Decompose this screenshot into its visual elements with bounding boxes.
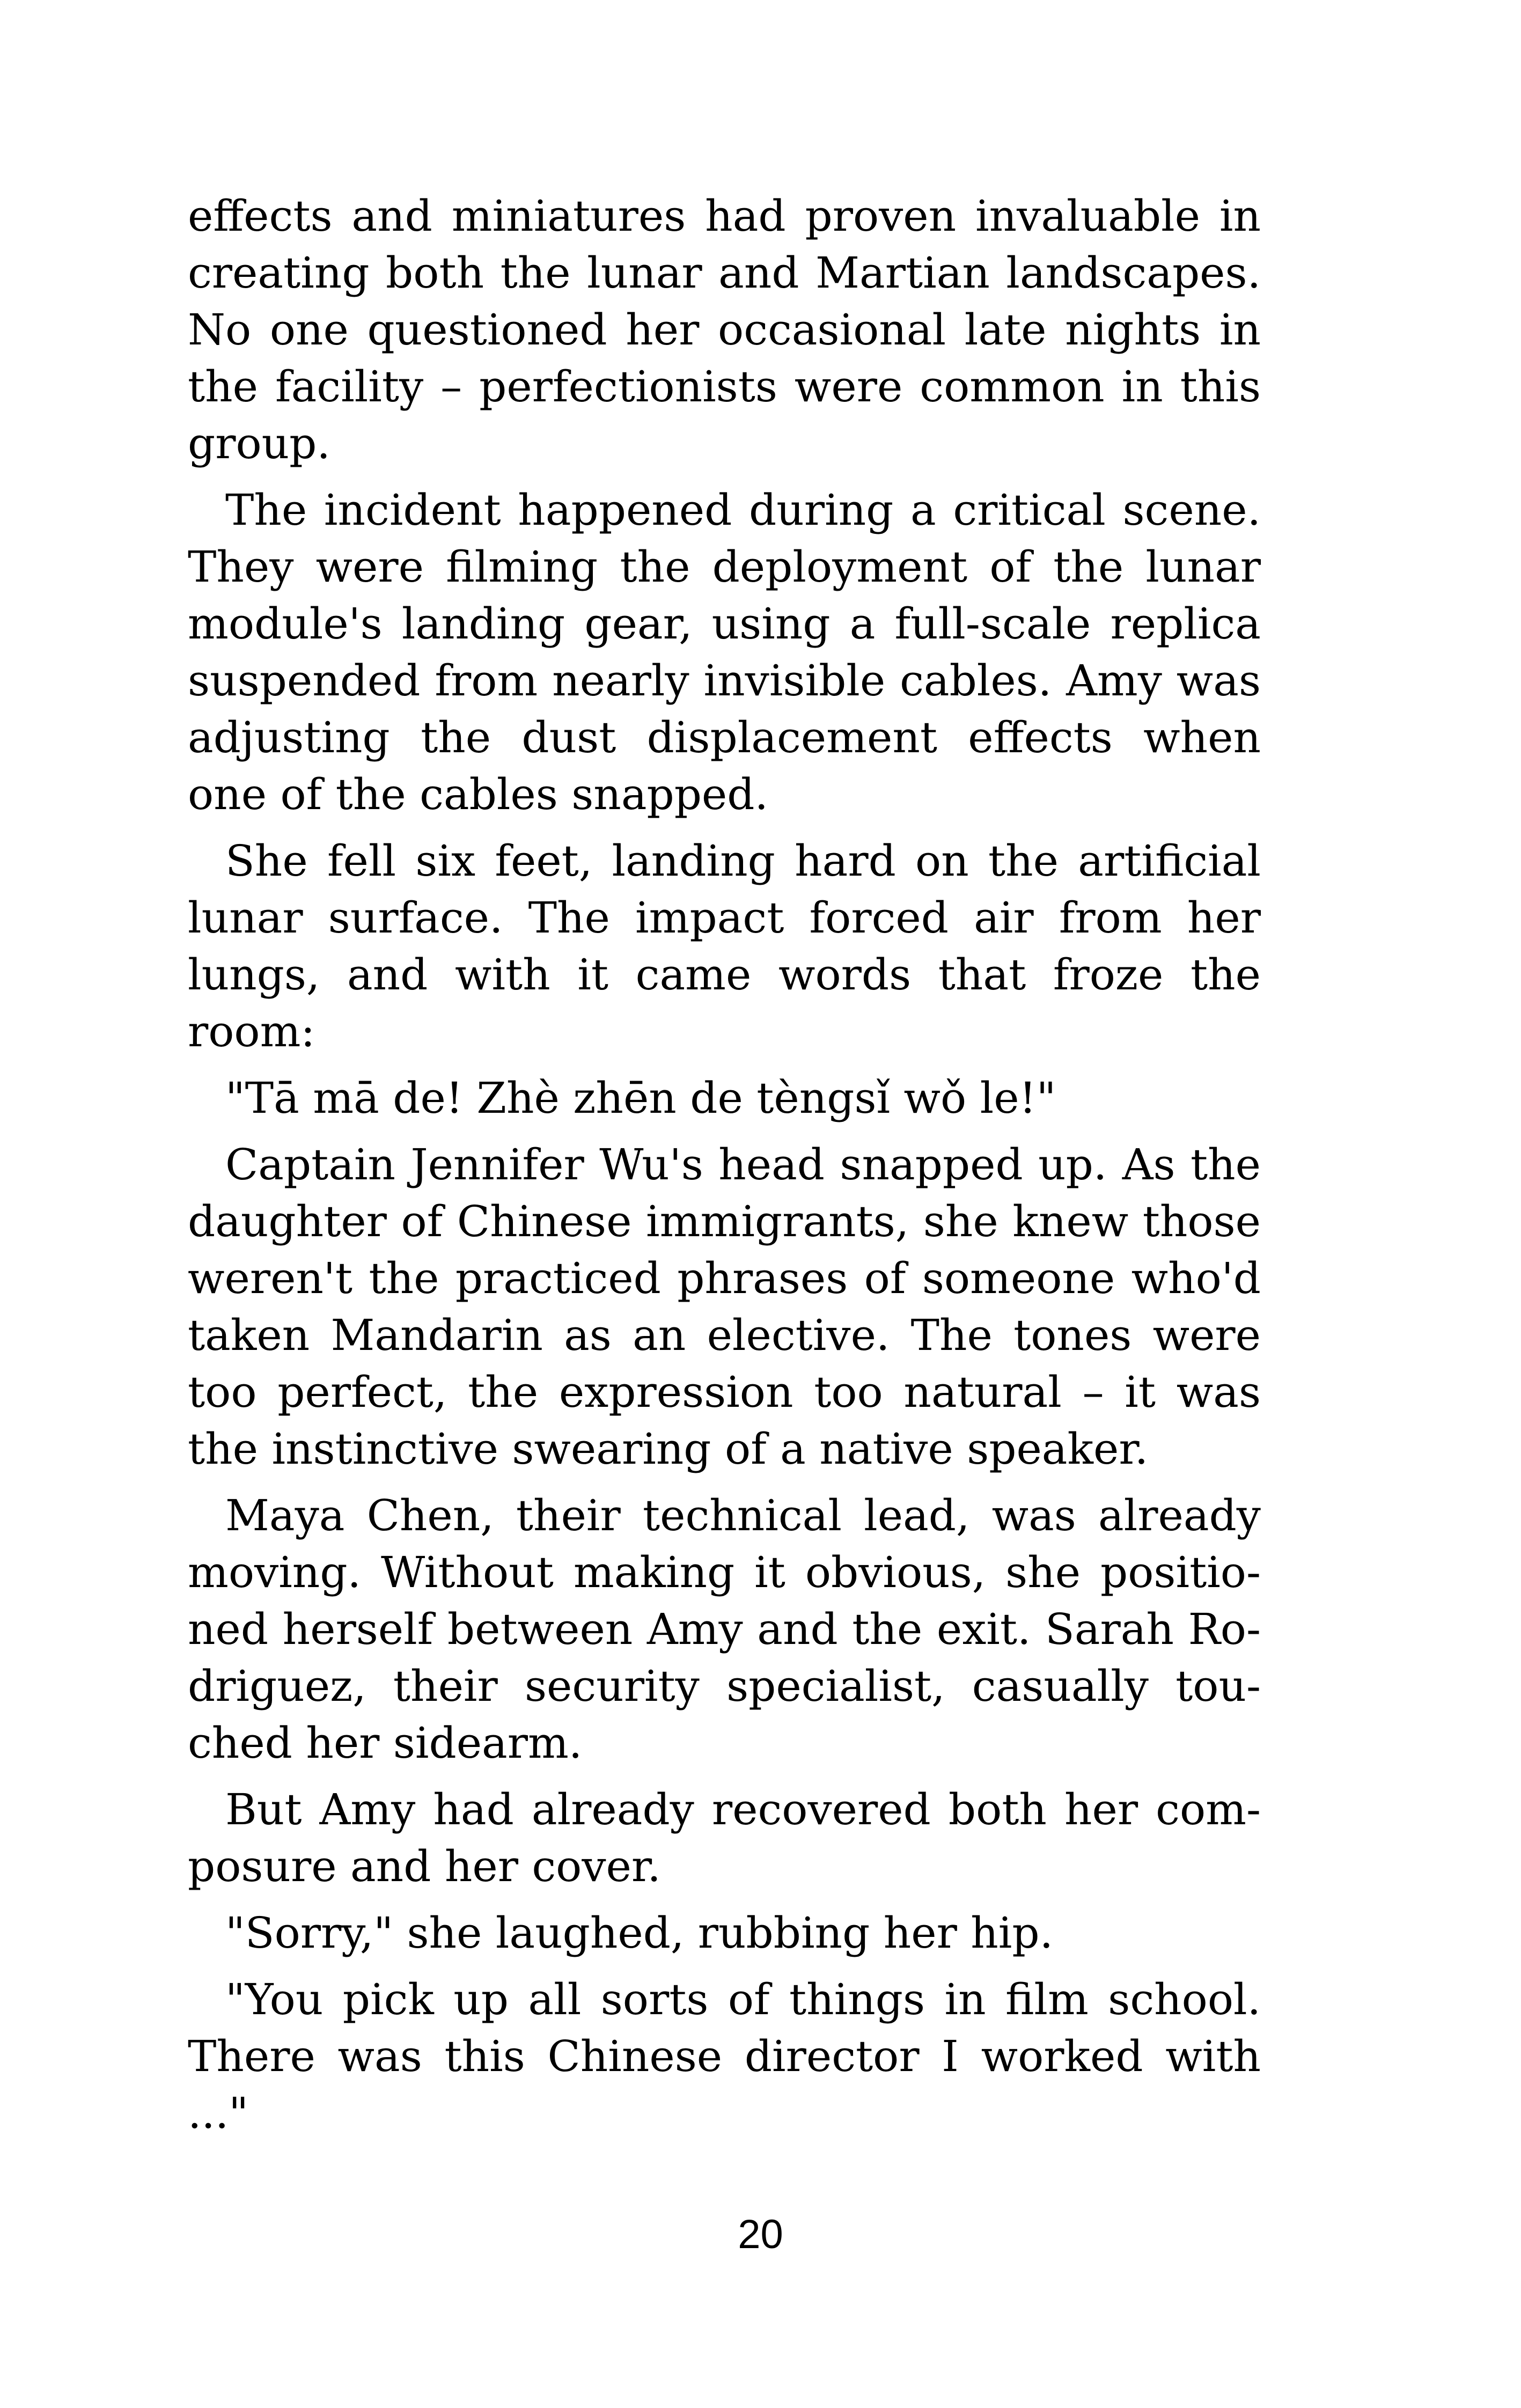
body-text xyxy=(188,188,1261,2152)
paragraph-9: "You pick up all sorts of things in film school. There was this Chinese director I worked with ..." xyxy=(188,1974,1261,2138)
page-number: 20 xyxy=(738,2212,783,2257)
paragraph-5: Captain Jennifer Wu's head snapped up. As the daughter of Chinese immigrants, she knew those weren't the practiced phrases of someone who'd taken Mandarin as an elective. The tones were too perfect, the expression too natural – it was the instinctive swearing of a native speaker. xyxy=(188,1140,1261,1474)
paragraph-2: The incident happened during a critical scene. They were filming the deployment of the lunar module's landing gear, using a full-scale replica suspended from nearly invisible cables. Amy was adjusting the dust displacement effects when one of the cables snapped. xyxy=(188,485,1261,819)
paragraph-6: Maya Chen, their technical lead, was already moving. Without making it obvious, she positioned herself between Amy and the exit. Sarah Rodriguez, their security specialist, casually touched her sidearm. xyxy=(188,1491,1261,1768)
paragraph-3: She fell six feet, landing hard on the artificial lunar surface. The impact forced air from her lungs, and with it came words that froze the room: xyxy=(188,836,1261,1056)
paragraph-8: "Sorry," she laughed, rubbing her hip. xyxy=(225,1908,1054,1958)
paragraph-4: "Tā mā de! Zhè zhēn de tèngsǐ wǒ le!" xyxy=(225,1073,1056,1123)
paragraph-7: But Amy had already recovered both her composure and her cover. xyxy=(188,1785,1261,1891)
paragraph-1: effects and miniatures had proven invaluable in creating both the lunar and Martian landscapes. No one questioned her occasional late nights in the facility – perfectionists were common in this group. xyxy=(188,191,1261,468)
